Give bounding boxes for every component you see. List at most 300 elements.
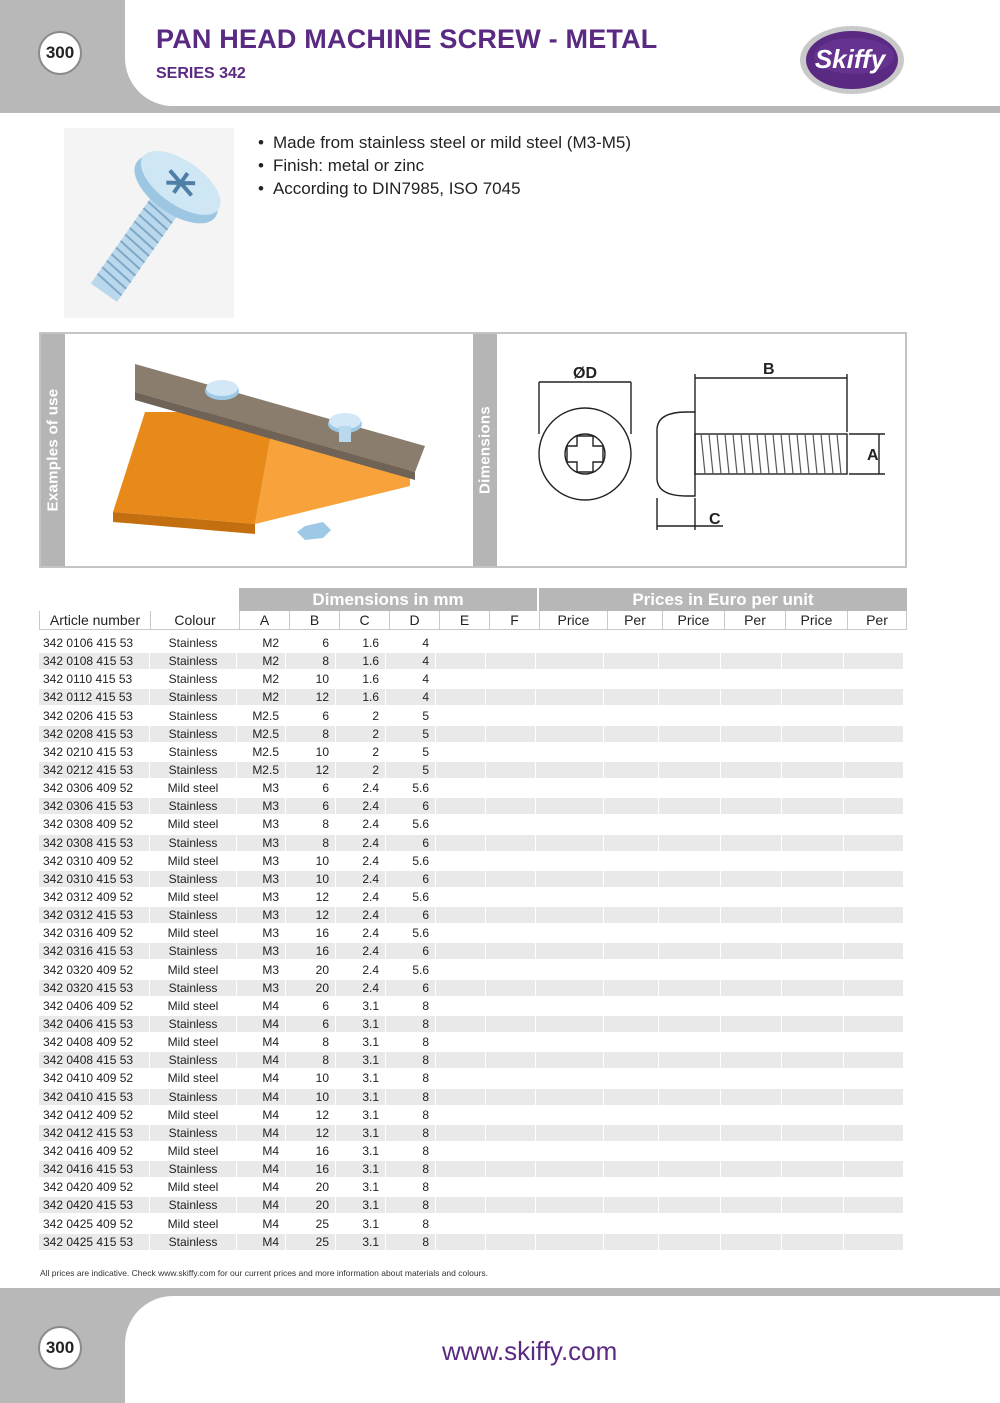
table-cell — [486, 1089, 535, 1105]
table-cell — [604, 998, 658, 1014]
table-cell — [486, 943, 535, 959]
table-cell: Stainless — [168, 672, 218, 687]
table-cell: M3 — [237, 943, 285, 959]
table-cell: 8 — [422, 998, 429, 1013]
table-cell — [844, 1143, 903, 1159]
table-cell — [486, 871, 535, 887]
table-row — [39, 688, 904, 706]
table-row — [39, 670, 904, 688]
table-cell — [844, 998, 903, 1014]
table-cell: 342 0420 409 52 — [43, 1180, 134, 1195]
table-cell: 10 — [286, 871, 335, 887]
table-cell — [844, 925, 903, 941]
table-cell — [536, 744, 603, 760]
table-cell — [659, 1216, 720, 1232]
table-row — [39, 1178, 904, 1196]
table-cell: 342 0112 415 53 — [39, 689, 149, 705]
table-cell: 8 — [322, 817, 329, 832]
table-cell: 6 — [322, 636, 329, 650]
table-cell: 8 — [386, 1052, 435, 1068]
table-cell: 6 — [286, 1016, 335, 1032]
table-cell — [782, 1143, 843, 1159]
table-cell: 342 0316 409 52 — [43, 926, 134, 941]
table-cell — [536, 1089, 603, 1105]
col-header: Price — [662, 611, 724, 630]
table-cell — [844, 980, 903, 996]
table-cell: Stainless — [150, 689, 236, 705]
table-cell: 342 0425 409 52 — [43, 1216, 134, 1231]
table-cell: 20 — [315, 962, 329, 977]
table-cell — [844, 744, 903, 760]
table-cell — [436, 1161, 485, 1177]
table-cell: 2 — [372, 744, 379, 759]
feature-list — [258, 131, 631, 200]
table-cell — [536, 689, 603, 705]
col-header: F — [489, 611, 539, 630]
table-cell: 6 — [386, 871, 435, 887]
table-cell — [844, 1234, 903, 1250]
table-cell — [721, 925, 781, 941]
table-cell — [721, 889, 781, 905]
table-cell: M4 — [262, 1180, 279, 1195]
table-cell: 2.4 — [362, 962, 379, 977]
table-cell — [844, 1216, 903, 1232]
table-cell: Stainless — [150, 871, 236, 887]
prices-band: Prices in Euro per unit — [539, 588, 907, 611]
table-cell: 342 0106 415 53 — [43, 636, 134, 650]
table-cell: 6 — [322, 998, 329, 1013]
table-cell — [721, 1070, 781, 1086]
feature-item: • Finish: metal or zinc — [258, 154, 631, 177]
table-cell — [536, 780, 603, 796]
table-cell: 342 0306 415 53 — [39, 798, 149, 814]
table-cell: 6 — [286, 798, 335, 814]
table-cell: M2 — [262, 672, 279, 687]
table-cell — [436, 889, 485, 905]
table-cell: 16 — [286, 943, 335, 959]
table-cell — [604, 1016, 658, 1032]
table-cell — [436, 1034, 485, 1050]
table-cell — [436, 1107, 485, 1123]
table-cell — [536, 816, 603, 832]
dim-label-c: C — [709, 511, 721, 528]
table-cell — [536, 1070, 603, 1086]
table-cell — [486, 1125, 535, 1141]
table-cell — [782, 780, 843, 796]
table-cell — [659, 1034, 720, 1050]
table-cell — [536, 962, 603, 978]
table-cell: Stainless — [150, 726, 236, 742]
table-cell — [721, 1216, 781, 1232]
table-cell: 12 — [315, 889, 329, 904]
table-cell: 12 — [315, 1107, 329, 1122]
table-cell: 5.6 — [412, 926, 429, 941]
table-row — [39, 652, 904, 670]
table-cell — [604, 798, 658, 814]
table-cell — [536, 943, 603, 959]
table-cell: 2.4 — [362, 781, 379, 796]
table-cell: M2 — [262, 636, 279, 650]
table-cell: M3 — [237, 835, 285, 851]
table-cell: 8 — [322, 1035, 329, 1050]
table-cell — [486, 726, 535, 742]
table-cell: 10 — [315, 672, 329, 687]
table-cell — [604, 653, 658, 669]
table-cell — [844, 762, 903, 778]
table-cell — [436, 780, 485, 796]
table-cell — [721, 671, 781, 687]
table-cell: 342 0110 415 53 — [43, 672, 133, 687]
table-cell: M4 — [237, 1089, 285, 1105]
table-cell: 342 0306 409 52 — [43, 781, 134, 796]
table-cell — [486, 762, 535, 778]
table-cell — [721, 962, 781, 978]
table-cell: Stainless — [168, 744, 218, 759]
table-cell — [844, 1016, 903, 1032]
table-cell: 342 0210 415 53 — [43, 744, 134, 759]
table-cell — [436, 980, 485, 996]
table-cell: 8 — [386, 1125, 435, 1141]
table-cell — [659, 1234, 720, 1250]
table-row — [39, 1015, 904, 1033]
col-header: Price — [785, 611, 847, 630]
col-header: A — [239, 611, 289, 630]
table-cell — [721, 816, 781, 832]
table-cell: 342 0108 415 53 — [39, 653, 149, 669]
dimensions-band: Dimensions in mm — [239, 588, 537, 611]
table-cell — [782, 980, 843, 996]
table-cell — [536, 671, 603, 687]
table-cell: 6 — [386, 835, 435, 851]
table-cell: 20 — [315, 1180, 329, 1195]
table-cell — [659, 962, 720, 978]
table-cell — [486, 925, 535, 941]
col-header: C — [339, 611, 389, 630]
table-cell — [486, 1161, 535, 1177]
table-cell — [782, 689, 843, 705]
table-cell — [721, 1234, 781, 1250]
table-cell — [436, 1089, 485, 1105]
table-cell: 342 0320 409 52 — [43, 962, 134, 977]
table-cell — [604, 726, 658, 742]
table-cell: 1.6 — [362, 672, 379, 687]
table-cell — [486, 962, 535, 978]
table-cell: 342 0308 409 52 — [43, 817, 134, 832]
table-cell: 5.6 — [412, 962, 429, 977]
table-cell — [486, 1197, 535, 1213]
table-cell: M4 — [237, 1052, 285, 1068]
table-cell — [844, 1070, 903, 1086]
table-cell — [436, 744, 485, 760]
table-cell: M3 — [262, 853, 279, 868]
table-cell — [436, 671, 485, 687]
table-cell — [659, 708, 720, 724]
table-cell: M4 — [262, 1071, 279, 1086]
table-cell — [721, 1125, 781, 1141]
table-cell — [486, 1052, 535, 1068]
table-cell — [782, 653, 843, 669]
table-cell — [721, 798, 781, 814]
price-footnote: All prices are indicative. Check www.skiffy.com for our current prices and more information about materials and colours. — [40, 1268, 489, 1278]
table-cell — [436, 907, 485, 923]
table-cell — [486, 1234, 535, 1250]
table-cell — [782, 1125, 843, 1141]
table-row — [39, 997, 904, 1015]
dim-label-b: B — [763, 361, 775, 378]
table-cell: M3 — [262, 817, 279, 832]
table-cell: Mild steel — [167, 1035, 219, 1050]
column-headers — [39, 611, 907, 630]
table-cell — [721, 762, 781, 778]
table-cell — [782, 671, 843, 687]
table-row — [39, 906, 904, 924]
table-cell: 3.1 — [362, 1035, 379, 1050]
table-row — [39, 1160, 904, 1178]
table-cell: M4 — [262, 1035, 279, 1050]
table-cell — [659, 835, 720, 851]
table-cell: Stainless — [150, 1161, 236, 1177]
table-cell — [782, 798, 843, 814]
table-cell — [436, 798, 485, 814]
table-cell: 16 — [315, 1143, 329, 1158]
table-cell — [436, 708, 485, 724]
table-cell — [486, 671, 535, 687]
table-cell — [782, 726, 843, 742]
table-cell: 2 — [372, 708, 379, 723]
table-cell — [782, 962, 843, 978]
table-cell — [536, 762, 603, 778]
table-cell — [782, 635, 843, 651]
table-cell: 6 — [322, 781, 329, 796]
table-cell: 3.1 — [336, 1234, 385, 1250]
table-cell — [436, 1197, 485, 1213]
table-cell: 5.6 — [412, 853, 429, 868]
table-cell — [782, 1179, 843, 1195]
table-cell — [536, 653, 603, 669]
table-cell — [659, 1125, 720, 1141]
table-cell: 6 — [386, 943, 435, 959]
table-cell — [782, 1016, 843, 1032]
table-cell — [659, 1143, 720, 1159]
table-cell — [486, 980, 535, 996]
table-cell — [604, 962, 658, 978]
table-cell — [486, 635, 535, 651]
table-cell — [721, 653, 781, 669]
table-cell — [721, 943, 781, 959]
table-cell — [844, 708, 903, 724]
table-cell: 2.4 — [336, 798, 385, 814]
table-cell — [782, 1089, 843, 1105]
table-cell: 12 — [286, 762, 335, 778]
dimensions-tab — [473, 334, 497, 566]
table-cell: 3.1 — [362, 1107, 379, 1122]
table-cell — [604, 1234, 658, 1250]
table-row — [39, 852, 904, 870]
table-cell: 8 — [386, 1161, 435, 1177]
table-cell: 6 — [386, 907, 435, 923]
table-cell — [659, 871, 720, 887]
dimension-drawing — [497, 334, 905, 566]
table-cell — [782, 925, 843, 941]
table-cell: 5 — [386, 726, 435, 742]
table-cell — [604, 835, 658, 851]
table-cell — [844, 889, 903, 905]
table-cell — [659, 907, 720, 923]
table-cell — [536, 1107, 603, 1123]
col-header: Article number — [39, 611, 150, 630]
table-cell: 8 — [286, 653, 335, 669]
series-subtitle: SERIES 342 — [156, 65, 246, 82]
table-cell: 342 0408 415 53 — [39, 1052, 149, 1068]
table-cell: M3 — [237, 798, 285, 814]
table-cell — [721, 744, 781, 760]
table-row — [39, 961, 904, 979]
table-cell: M4 — [237, 1234, 285, 1250]
table-cell: 3.1 — [336, 1125, 385, 1141]
table-cell: 342 0416 409 52 — [43, 1143, 134, 1158]
table-cell — [604, 1143, 658, 1159]
table-cell: Mild steel — [167, 817, 219, 832]
table-row — [39, 979, 904, 997]
table-cell — [536, 871, 603, 887]
table-cell — [604, 1089, 658, 1105]
table-row — [39, 1033, 904, 1051]
table-cell — [486, 744, 535, 760]
table-cell: 342 0316 415 53 — [39, 943, 149, 959]
table-cell — [659, 853, 720, 869]
table-cell: 342 0320 415 53 — [39, 980, 149, 996]
table-cell: 2.4 — [336, 907, 385, 923]
table-cell — [659, 925, 720, 941]
table-cell — [782, 998, 843, 1014]
table-cell — [436, 635, 485, 651]
table-cell — [844, 871, 903, 887]
table-cell: M3 — [262, 781, 279, 796]
table-cell: Mild steel — [167, 962, 219, 977]
table-cell: 10 — [315, 1071, 329, 1086]
table-cell — [782, 889, 843, 905]
table-cell: 2.4 — [362, 926, 379, 941]
table-cell — [486, 889, 535, 905]
table-cell: 342 0310 415 53 — [39, 871, 149, 887]
table-cell — [486, 853, 535, 869]
table-cell — [721, 1161, 781, 1177]
table-cell: Stainless — [150, 980, 236, 996]
table-cell — [721, 689, 781, 705]
table-cell — [436, 925, 485, 941]
table-cell: M4 — [237, 1161, 285, 1177]
table-cell: 1.6 — [362, 636, 379, 650]
table-cell: 2.4 — [336, 835, 385, 851]
table-cell — [844, 1197, 903, 1213]
col-header: B — [289, 611, 339, 630]
table-cell: 8 — [286, 1052, 335, 1068]
col-header: Price — [539, 611, 607, 630]
table-cell: Mild steel — [167, 1107, 219, 1122]
table-cell — [436, 835, 485, 851]
table-cell — [436, 1143, 485, 1159]
table-cell — [536, 998, 603, 1014]
table-cell: 2.4 — [362, 817, 379, 832]
table-cell — [486, 689, 535, 705]
table-cell — [721, 1197, 781, 1213]
table-row — [39, 888, 904, 906]
table-row — [39, 870, 904, 888]
table-cell: 20 — [286, 980, 335, 996]
table-cell: 2 — [336, 726, 385, 742]
table-cell — [436, 871, 485, 887]
table-cell: Mild steel — [167, 1180, 219, 1195]
table-cell — [844, 907, 903, 923]
table-cell — [659, 980, 720, 996]
table-cell: 342 0312 409 52 — [43, 889, 134, 904]
footer-website-link[interactable]: www.skiffy.com — [442, 1336, 618, 1366]
table-cell — [782, 871, 843, 887]
table-cell — [604, 762, 658, 778]
table-cell — [536, 1125, 603, 1141]
table-cell: 342 0312 415 53 — [39, 907, 149, 923]
table-cell — [659, 816, 720, 832]
table-cell: 342 0212 415 53 — [39, 762, 149, 778]
table-cell — [659, 998, 720, 1014]
table-cell: Stainless — [150, 1125, 236, 1141]
table-cell: 8 — [422, 1107, 429, 1122]
table-cell: Stainless — [150, 943, 236, 959]
table-cell — [436, 1125, 485, 1141]
table-cell — [536, 980, 603, 996]
table-cell — [659, 762, 720, 778]
table-cell: 2.4 — [336, 871, 385, 887]
table-cell: M3 — [262, 962, 279, 977]
table-cell — [536, 1016, 603, 1032]
table-row — [39, 797, 904, 815]
table-cell: M3 — [262, 889, 279, 904]
table-cell — [782, 1216, 843, 1232]
table-cell: M2 — [237, 689, 285, 705]
table-cell — [721, 1016, 781, 1032]
table-cell — [659, 1161, 720, 1177]
table-cell — [721, 1107, 781, 1123]
table-cell: Stainless — [150, 762, 236, 778]
table-cell — [486, 1070, 535, 1086]
table-cell — [782, 1052, 843, 1068]
table-cell: 5.6 — [412, 781, 429, 796]
table-cell: Stainless — [150, 1089, 236, 1105]
table-cell — [436, 1179, 485, 1195]
table-cell: 16 — [286, 1161, 335, 1177]
table-cell — [844, 816, 903, 832]
table-cell: M4 — [237, 1125, 285, 1141]
table-cell — [844, 1089, 903, 1105]
table-cell — [536, 1161, 603, 1177]
table-cell: 4 — [422, 636, 429, 650]
table-cell: Mild steel — [167, 926, 219, 941]
table-cell: 10 — [286, 1089, 335, 1105]
table-row — [39, 1215, 904, 1233]
table-cell — [844, 1179, 903, 1195]
table-cell — [436, 1070, 485, 1086]
dim-label-a: A — [867, 447, 879, 464]
screw-product-image — [64, 128, 234, 318]
col-header: Per — [724, 611, 785, 630]
table-cell — [604, 708, 658, 724]
table-cell — [659, 1107, 720, 1123]
skiffy-logo — [794, 22, 908, 98]
table-cell — [659, 689, 720, 705]
table-cell: 5 — [386, 762, 435, 778]
table-cell — [436, 726, 485, 742]
table-cell: M4 — [237, 1016, 285, 1032]
